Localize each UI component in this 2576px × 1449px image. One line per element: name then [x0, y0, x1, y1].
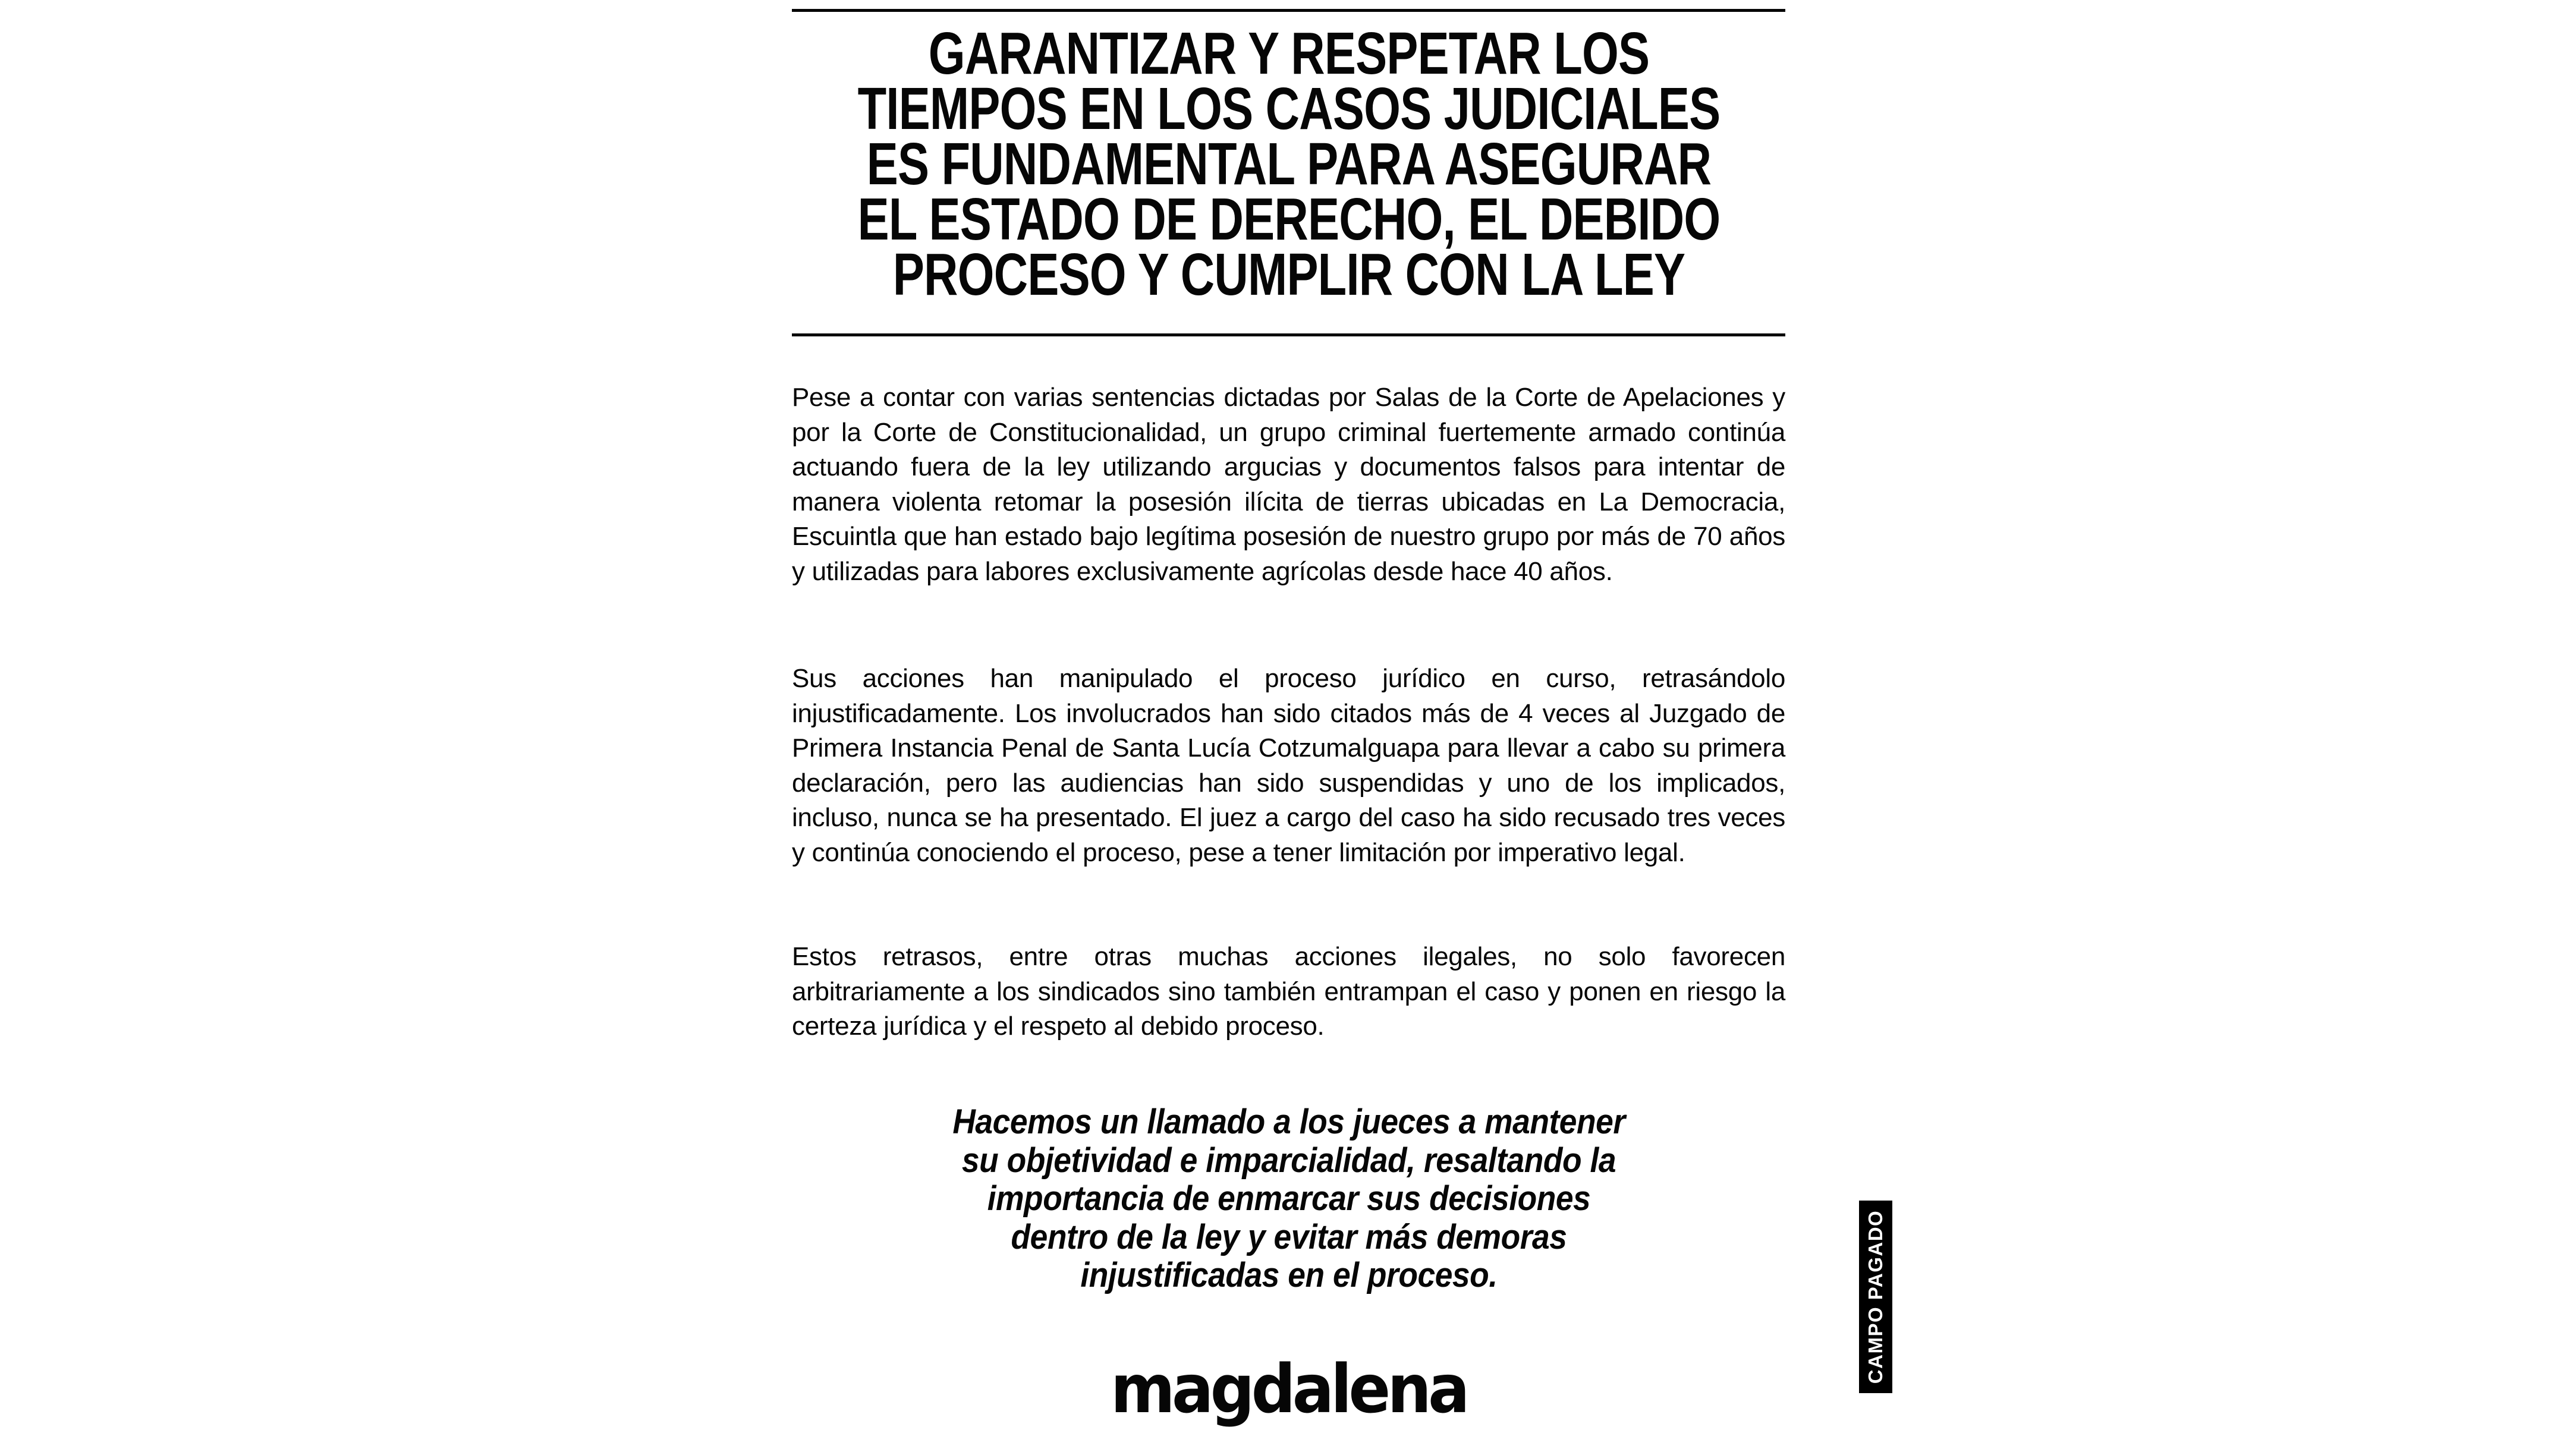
- callout-line: Hacemos un llamado a los jueces a mantener: [952, 1102, 1625, 1141]
- paragraph-1: [792, 380, 1785, 589]
- headline: [792, 20, 1785, 308]
- campo-pagado-label: CAMPO PAGADO: [1864, 1209, 1886, 1384]
- campo-pagado-badge: [1859, 1201, 1892, 1393]
- callout: [769, 1103, 1808, 1295]
- callout-line: dentro de la ley y evitar más demoras: [1010, 1217, 1567, 1256]
- paragraph-2: [792, 662, 1785, 870]
- callout-line: importancia de enmarcar sus decisiones: [987, 1179, 1590, 1218]
- paragraph-1-text: Pese a contar con varias sentencias dictadas por Salas de la Corte de Apelaciones y por la Corte de Constitucionalidad, un grupo criminal fuertemente armado continúa actuando fuera de la ley utilizando argucias y documentos falsos para intentar de manera violenta retomar la posesión ilícita de tierras ubicadas en La Democracia, Escuintla que han estado bajo legítima posesión de nuestro grupo por más de 70 años y utilizadas para labores exclusivamente agrícolas desde hace 40 años.: [792, 383, 1785, 586]
- headline-line: ES FUNDAMENTAL PARA ASEGURAR: [866, 131, 1711, 197]
- magdalena-logo: magdalena: [1111, 1351, 1467, 1428]
- headline-line: TIEMPOS EN LOS CASOS JUDICIALES: [857, 75, 1720, 142]
- paragraph-2-text: Sus acciones han manipulado el proceso jurídico en curso, retrasándolo injustificadamente. Los involucrados han sido citados más de 4 veces al Juzgado de Primera Instancia Penal de Santa Lucía Cotzumalguapa para llevar a cabo su primera declaración, pero las audiencias han sido suspendidas y uno de los implicados, incluso, nunca se ha presentado. El juez a cargo del caso ha sido recusado tres veces y continúa conociendo el proceso, pese a tener limitación por imperativo legal.: [792, 664, 1785, 867]
- callout-line: su objetividad e imparcialidad, resaltando la: [961, 1141, 1616, 1180]
- paragraph-3-text: Estos retrasos, entre otras muchas acciones ilegales, no solo favorecen arbitrariamente a los sindicados sino también entrampan el caso y ponen en riesgo la certeza jurídica y el respeto al debido proceso.: [792, 942, 1785, 1041]
- paragraph-3: [792, 940, 1785, 1044]
- headline-line: EL ESTADO DE DERECHO, EL DEBIDO: [857, 186, 1720, 253]
- callout-line: injustificadas en el proceso.: [1080, 1256, 1498, 1294]
- headline-line: GARANTIZAR Y RESPETAR LOS: [928, 20, 1649, 87]
- ad-column: [792, 0, 1785, 1449]
- headline-line: PROCESO Y CUMPLIR CON LA LEY: [892, 241, 1685, 308]
- headline-bottom-rule: [792, 333, 1785, 336]
- top-rule: [792, 9, 1785, 12]
